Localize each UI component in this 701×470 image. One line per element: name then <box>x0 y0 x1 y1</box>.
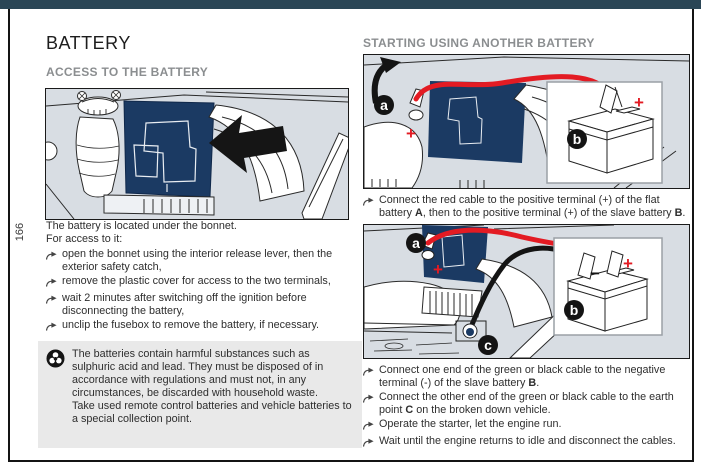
page-number: 166 <box>14 222 26 242</box>
page-title: BATTERY <box>46 33 131 53</box>
list-item <box>46 248 356 274</box>
label-a-badge <box>406 233 426 253</box>
arrow-bullet-icon <box>363 435 379 451</box>
list-item-text: unclip the fusebox to remove the battery, if necessary. <box>62 319 320 331</box>
note-text <box>72 348 354 426</box>
battery-cover-highlight <box>428 81 526 163</box>
step-item <box>363 435 695 451</box>
arrow-bullet-icon <box>363 391 379 407</box>
list-item <box>46 292 356 318</box>
step-text: Connect the red cable to the positive terminal (+) of the flat battery A, then to the positive terminal (+) of the slave battery B. <box>379 194 686 219</box>
intro-line: The battery is located under the bonnet. <box>46 220 237 232</box>
jump-start-diagram-negative <box>364 225 689 358</box>
recycling-icon <box>46 349 65 368</box>
list-item <box>46 319 356 335</box>
svg-text:b: b <box>569 302 579 318</box>
plus-sign-flat-battery: + <box>433 260 443 279</box>
arrow-bullet-icon <box>363 418 379 434</box>
section-heading-access: ACCESS TO THE BATTERY <box>46 65 209 79</box>
engine-bay-diagram <box>46 89 348 219</box>
note-paragraph: The batteries contain harmful substances such as sulphuric acid and lead. They must be disposed of in accordance with regulations and must not, in any circumstances, be discarded with household waste. <box>72 348 324 399</box>
jump-start-step-1 <box>363 192 695 221</box>
arrow-bullet-icon <box>363 364 379 380</box>
environment-note <box>38 341 362 448</box>
label-c-badge <box>478 335 498 355</box>
jump-start-steps-2-5 <box>363 362 695 452</box>
earth-point <box>466 328 474 336</box>
jump-start-figure-1 <box>363 54 690 189</box>
step-text: Connect the other end of the green or black cable to the earth point C on the broken down vehicle. <box>379 391 674 416</box>
plus-sign-slave-battery: + <box>623 254 633 273</box>
arrow-bullet-icon <box>46 319 62 335</box>
top-accent-bar <box>0 0 701 9</box>
list-item <box>46 275 356 291</box>
step-text: Wait until the engine returns to idle and disconnect the cables. <box>379 435 676 447</box>
step-item <box>363 194 695 220</box>
label-b-badge <box>564 300 584 320</box>
svg-text:c: c <box>484 337 492 353</box>
section-heading-jumpstart: STARTING USING ANOTHER BATTERY <box>363 36 595 50</box>
battery-cover-highlight <box>124 101 214 197</box>
plus-sign-flat-battery: + <box>406 124 416 143</box>
svg-text:b: b <box>572 131 582 147</box>
list-item-text: remove the plastic cover for access to the two terminals, <box>62 275 331 287</box>
intro-line: For access to it: <box>46 233 123 245</box>
access-instructions <box>46 220 356 336</box>
svg-text:a: a <box>380 97 388 113</box>
arrow-bullet-icon <box>46 248 62 264</box>
jump-start-figure-2 <box>363 224 690 359</box>
page-frame <box>8 9 694 462</box>
note-paragraph: Take used remote control batteries and vehicle batteries to a special collection point. <box>72 400 352 425</box>
step-item <box>363 418 695 434</box>
list-item-text: wait 2 minutes after switching off the ignition before disconnecting the battery, <box>62 292 307 317</box>
arrow-bullet-icon <box>46 275 62 291</box>
label-b-badge <box>567 129 587 149</box>
arrow-bullet-icon <box>363 194 379 210</box>
step-text: Operate the starter, let the engine run. <box>379 418 562 430</box>
jump-start-diagram-positive <box>364 55 689 188</box>
step-text: Connect one end of the green or black cable to the negative terminal (-) of the slave battery B. <box>379 364 666 389</box>
step-item <box>363 391 695 417</box>
arrow-bullet-icon <box>46 292 62 308</box>
label-a-badge <box>374 95 394 115</box>
svg-text:a: a <box>412 235 420 251</box>
step-item <box>363 364 695 390</box>
list-item-text: open the bonnet using the interior release lever, then the exterior safety catch, <box>62 248 333 273</box>
battery-location-figure <box>45 88 349 220</box>
plus-sign-slave-battery: + <box>634 93 644 112</box>
minus-sign-slave-battery: − <box>590 264 600 283</box>
